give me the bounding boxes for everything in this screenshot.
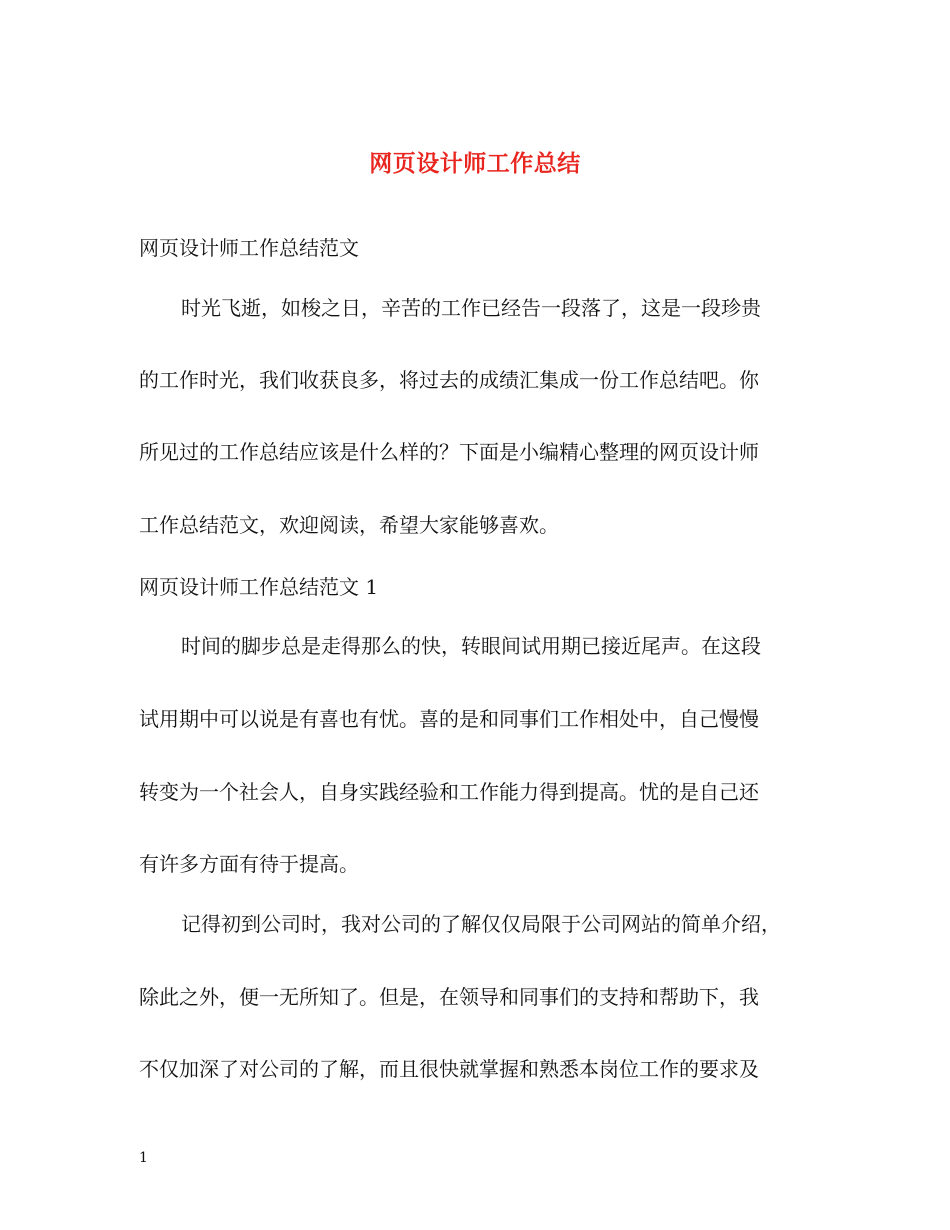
section-heading: 网页设计师工作总结范文 1: [139, 575, 379, 599]
paragraph-line: 不仅加深了对公司的了解，而且很快就掌握和熟悉本岗位工作的要求及: [139, 1057, 759, 1081]
paragraph-line: 工作总结范文，欢迎阅读，希望大家能够喜欢。: [139, 513, 559, 537]
section-heading: 网页设计师工作总结范文: [139, 236, 359, 260]
paragraph-line: 有许多方面有待于提高。: [139, 852, 359, 876]
paragraph-line: 时间的脚步总是走得那么的快，转眼间试用期已接近尾声。在这段: [181, 634, 761, 658]
paragraph-line: 除此之外，便一无所知了。但是，在领导和同事们的支持和帮助下，我: [139, 985, 759, 1009]
paragraph-line: 所见过的工作总结应该是什么样的？下面是小编精心整理的网页设计师: [139, 440, 759, 464]
paragraph-line: 时光飞逝，如梭之日，辛苦的工作已经告一段落了，这是一段珍贵: [181, 296, 761, 320]
page-number: 1: [139, 1150, 148, 1166]
paragraph-line: 记得初到公司时，我对公司的了解仅仅局限于公司网站的简单介绍，: [181, 912, 781, 936]
document-title: 网页设计师工作总结: [369, 150, 581, 177]
paragraph-line: 的工作时光，我们收获良多，将过去的成绩汇集成一份工作总结吧。你: [139, 368, 759, 392]
paragraph-line: 试用期中可以说是有喜也有忧。喜的是和同事们工作相处中，自己慢慢: [139, 707, 759, 731]
paragraph-line: 转变为一个社会人，自身实践经验和工作能力得到提高。忧的是自己还: [139, 780, 759, 804]
